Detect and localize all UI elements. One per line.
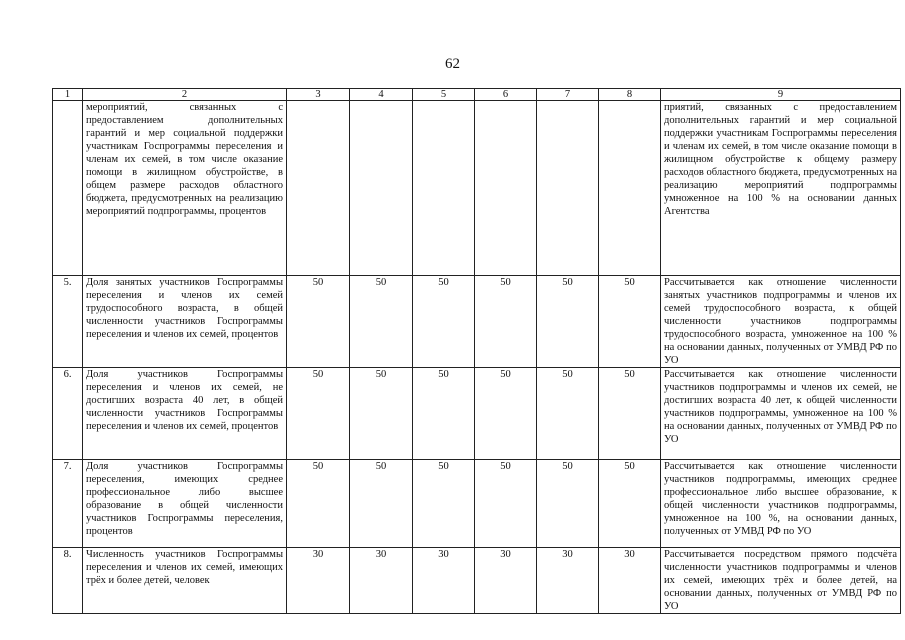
table-row <box>53 368 901 460</box>
column-header: 5 <box>413 89 475 101</box>
table-row <box>53 101 901 276</box>
column-header: 4 <box>350 89 413 101</box>
indicator-value: 50 <box>537 276 599 368</box>
indicator-value: 50 <box>475 368 537 460</box>
indicator-value: 30 <box>475 548 537 614</box>
row-number: 6. <box>53 368 83 460</box>
indicator-value: 30 <box>287 548 350 614</box>
page-number: 62 <box>445 56 460 72</box>
indicator-value <box>475 101 537 276</box>
indicator-value <box>413 101 475 276</box>
calculation-method: Рассчитывается посредством прямого подсчёта численности участников подпрограммы и членов их семей, имеющих трёх и более детей, на основании данных, полученных от УМВД РФ по УО <box>661 548 901 614</box>
indicator-name: Доля участников Госпрограммы переселения, имеющих среднее профессиональное либо высшее образование в общей численности участников Госпрограммы переселения, процентов <box>83 460 287 548</box>
indicator-value: 50 <box>413 276 475 368</box>
indicator-value: 50 <box>350 368 413 460</box>
indicator-value: 50 <box>599 368 661 460</box>
calculation-method: Рассчитывается как отношение численности участников подпрограммы и членов их семей, не достигших возраста 40 лет, к общей численности участников подпрограммы, умноженное на 100 % на основании данных, полученных от УМВД РФ по УО <box>661 368 901 460</box>
indicator-name: Доля занятых участников Госпрограммы переселения и членов их семей трудоспособного возраста, в общей численности участников Госпрограммы переселения и членов их семей, процентов <box>83 276 287 368</box>
row-number: 7. <box>53 460 83 548</box>
indicator-name: мероприятий, связанных с предоставлением дополнительных гарантий и мер социальной поддержки участникам Госпрограммы переселения и членам их семей, в том числе оказание помощи в жилищном обустройстве, в общем размере расходов областного бюджета, предусмотренных на реализацию мероприятий подпрограммы, процентов <box>83 101 287 276</box>
column-header: 7 <box>537 89 599 101</box>
indicators-table <box>52 88 901 614</box>
indicator-value <box>287 101 350 276</box>
indicator-value: 30 <box>599 548 661 614</box>
indicator-value: 30 <box>537 548 599 614</box>
column-header: 1 <box>53 89 83 101</box>
row-number <box>53 101 83 276</box>
row-number: 5. <box>53 276 83 368</box>
indicator-value: 50 <box>287 460 350 548</box>
calculation-method: Рассчитывается как отношение численности участников подпрограммы, имеющих среднее профессиональное либо высшее образование, к общей численности участников подпрограммы, умноженное на 100 %, на основании данных, полученных от УМВД РФ по УО <box>661 460 901 548</box>
column-header: 3 <box>287 89 350 101</box>
indicator-value <box>537 101 599 276</box>
column-header: 9 <box>661 89 901 101</box>
indicator-value: 50 <box>350 460 413 548</box>
indicator-value: 50 <box>287 368 350 460</box>
indicator-value: 50 <box>287 276 350 368</box>
indicator-value <box>350 101 413 276</box>
indicator-value: 50 <box>350 276 413 368</box>
indicator-value: 50 <box>475 276 537 368</box>
column-header: 8 <box>599 89 661 101</box>
column-header: 6 <box>475 89 537 101</box>
indicator-value: 50 <box>599 276 661 368</box>
column-header: 2 <box>83 89 287 101</box>
indicator-value: 30 <box>413 548 475 614</box>
indicator-value: 30 <box>350 548 413 614</box>
calculation-method: приятий, связанных с предоставлением дополнительных гарантий и мер социальной поддержки участникам Госпрограммы переселения и членам их семей, в том числе оказание помощи в жилищном обустройстве к общему размеру расходов областного бюджета, предусмотренных на реализацию мероприятий подпрограммы умноженное на 100 % на основании данных Агентства <box>661 101 901 276</box>
indicator-value: 50 <box>475 460 537 548</box>
indicator-name: Доля участников Госпрограммы переселения и членов их семей, не достигших возраста 40 лет, в общей численности участников Госпрограммы переселения и членов их семей, процентов <box>83 368 287 460</box>
indicator-value: 50 <box>537 460 599 548</box>
indicator-name: Численность участников Госпрограммы переселения и членов их семей, имеющих трёх и более детей, человек <box>83 548 287 614</box>
indicator-value: 50 <box>599 460 661 548</box>
row-number: 8. <box>53 548 83 614</box>
indicator-value: 50 <box>413 460 475 548</box>
indicator-value <box>599 101 661 276</box>
indicator-value: 50 <box>413 368 475 460</box>
table-row <box>53 276 901 368</box>
header-row <box>53 89 901 101</box>
table-row <box>53 548 901 614</box>
table-row <box>53 460 901 548</box>
indicator-value: 50 <box>537 368 599 460</box>
calculation-method: Рассчитывается как отношение численности занятых участников подпрограммы и членов их семей трудоспособного возраста, к общей численности участников подпрограммы трудоспособного возраста, умноженное на 100 % на основании данных, полученных от УМВД РФ по УО <box>661 276 901 368</box>
